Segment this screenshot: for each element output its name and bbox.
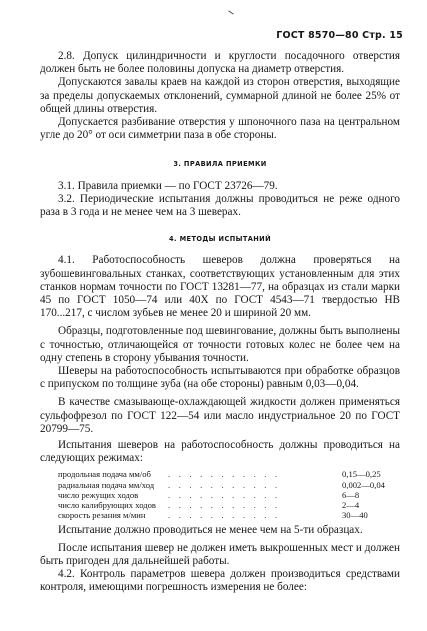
leader-dots: . . . . . . . . . . .	[168, 510, 281, 521]
test-mode-label: продольная подача мм/об	[58, 469, 151, 480]
paragraph-zavaly: Допускаются завалы краев на каждой из сторон отверстия, выходящие за пределы допускаемых отклонений, суммарной длиной не более 25% от общей длины отверстия.	[40, 76, 400, 115]
section-title-3: 3. ПРАВИЛА ПРИЕМКИ	[173, 160, 267, 169]
test-mode-value: 0,002—0,04	[342, 479, 385, 490]
page-header: ГОСТ 8570—80 Стр. 15	[276, 30, 403, 41]
paragraph-ispytanie: Испытание должно проводиться не менее чем на 5-ти образцах.	[58, 523, 363, 536]
paragraph-4-2: 4.2. Контроль параметров шевера должен производиться средствами контроля, имеющими погрешность измерения не более:	[40, 568, 400, 594]
test-modes-list	[40, 469, 400, 520]
test-mode-row	[40, 490, 400, 500]
test-mode-label: скорость резания м/мин	[58, 510, 146, 521]
test-mode-value: 0,15—0,25	[342, 469, 381, 480]
test-mode-label: число режущих ходов	[58, 489, 139, 500]
test-mode-row	[40, 480, 400, 490]
test-mode-row	[40, 510, 400, 520]
paragraph-3-1: 3.1. Правила приемки — по ГОСТ 23726—79.	[58, 179, 278, 192]
leader-dots: . . . . . . . . . . .	[168, 489, 281, 500]
paragraph-razbivanie: Допускается разбивание отверстия у шпоночного паза на центральном угле до 20° от оси симметрии паза в обе стороны.	[40, 116, 400, 142]
test-mode-row	[40, 469, 400, 479]
paragraph-2-8: 2.8. Допуск цилиндричности и круглости посадочного отверстия должен быть не более половины допуска на диаметр отверстия.	[40, 50, 400, 76]
paragraph-zhidkost: В качестве смазывающе-охлаждающей жидкости должен применяться сульфофрезол по ГОСТ 122—54 или масло индустриальное 20 по ГОСТ 20799—75.	[40, 396, 400, 435]
paragraph-3-2: 3.2. Периодические испытания должны проводиться не реже одного раза в 3 года и не менее чем на 3 шеверах.	[40, 192, 400, 219]
test-mode-value: 30—40	[342, 510, 368, 521]
test-mode-label: число калибрующих ходов	[58, 500, 156, 511]
test-mode-value: 6—8	[342, 489, 360, 500]
paragraph-shevery: Шеверы на работоспособность испытываются при обработке образцов с припуском по толщине зуба (на обе стороны) равным 0,03—0,04.	[40, 365, 400, 391]
test-mode-row	[40, 500, 400, 510]
leader-dots: . . . . . . . . . . .	[168, 500, 281, 511]
leader-dots: . . . . . . . . . . .	[168, 479, 281, 490]
leader-dots: . . . . . . . . . . .	[168, 469, 281, 480]
test-mode-value: 2—4	[342, 500, 360, 511]
test-mode-label: радиальная подача мм/ход	[58, 479, 155, 490]
section-title-4: 4. МЕТОДЫ ИСПЫТАНИЙ	[168, 235, 272, 244]
page-content	[40, 50, 400, 595]
paragraph-rezhimy: Испытания шеверов на работоспособность должны проводиться на следующих режимах:	[40, 439, 400, 465]
scan-mark	[228, 10, 233, 14]
paragraph-4-1: 4.1. Работоспособность шеверов должна проверяться на зубошевинговальных станках, соответствующих установленным для этих станков нормам точности по ГОСТ 13281—77, на образцах из стали марки 45 по ГОСТ 1050—74 или 40Х по ГОСТ 4543—71 твердостью НВ 170...217, с числом зубьев не менее 20 и шириной 20 мм.	[40, 254, 400, 320]
paragraph-posle: После испытания шевер не должен иметь выкрошенных мест и должен быть пригоден для дальнейшей работы.	[40, 541, 400, 567]
paragraph-obraztsy: Образцы, подготовленные под шевингование, должны быть выполнены с точностью, отличающейся от точности готовых колес не более чем на одну степень в сторону убывания точности.	[40, 325, 400, 364]
